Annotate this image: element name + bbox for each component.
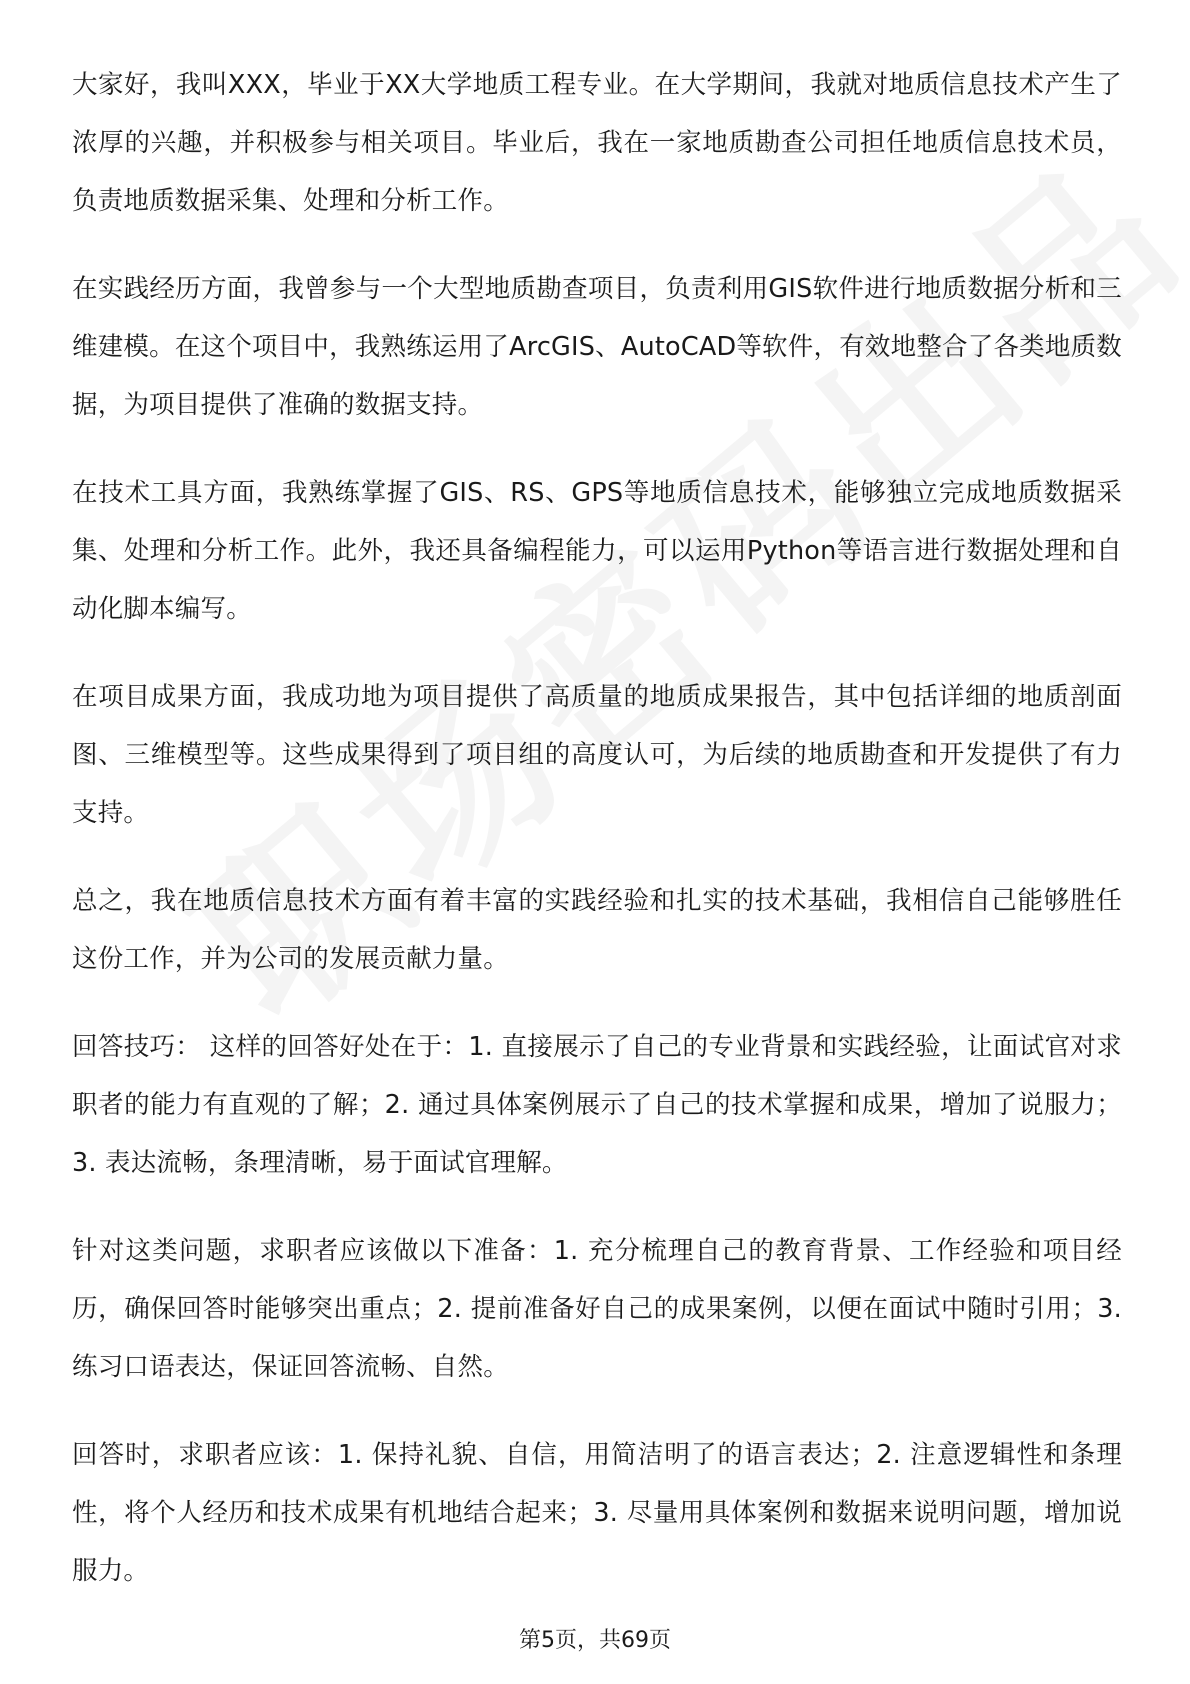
paragraph-preparation: 针对这类问题，求职者应该做以下准备：1. 充分梳理自己的教育背景、工作经验和项目经历，确保回答时能够突出重点；2. 提前准备好自己的成果案例，以便在面试中随时引用；3. 练习口语表达，保证回答流畅、自然。 — [72, 1236, 1122, 1382]
paragraph-technical-tools: 在技术工具方面，我熟练掌握了GIS、RS、GPS等地质信息技术，能够独立完成地质数据采集、处理和分析工作。此外，我还具备编程能力，可以运用Python等语言进行数据处理和自动化脚本编写。 — [72, 478, 1122, 624]
paragraph-answer-tips: 回答技巧： 这样的回答好处在于：1. 直接展示了自己的专业背景和实践经验，让面试官对求职者的能力有直观的了解；2. 通过具体案例展示了自己的技术掌握和成果，增加了说服力；3. 表达流畅，条理清晰，易于面试官理解。 — [72, 1032, 1122, 1178]
page-number-footer: 第5页，共69页 — [519, 1628, 671, 1653]
paragraph-intro: 大家好，我叫XXX，毕业于XX大学地质工程专业。在大学期间，我就对地质信息技术产生了浓厚的兴趣，并积极参与相关项目。毕业后，我在一家地质勘查公司担任地质信息技术员，负责地质数据采集、处理和分析工作。 — [72, 70, 1122, 216]
paragraph-project-results: 在项目成果方面，我成功地为项目提供了高质量的地质成果报告，其中包括详细的地质剖面图、三维模型等。这些成果得到了项目组的高度认可，为后续的地质勘查和开发提供了有力支持。 — [72, 682, 1122, 828]
document-body — [72, 56, 1122, 1630]
paragraph-practice-experience: 在实践经历方面，我曾参与一个大型地质勘查项目，负责利用GIS软件进行地质数据分析和三维建模。在这个项目中，我熟练运用了ArcGIS、AutoCAD等软件，有效地整合了各类地质数据，为项目提供了准确的数据支持。 — [72, 274, 1122, 420]
paragraph-answering-guidance: 回答时，求职者应该：1. 保持礼貌、自信，用简洁明了的语言表达；2. 注意逻辑性和条理性，将个人经历和技术成果有机地结合起来；3. 尽量用具体案例和数据来说明问题，增加说服力。 — [72, 1440, 1122, 1586]
paragraph-summary: 总之，我在地质信息技术方面有着丰富的实践经验和扎实的技术基础，我相信自己能够胜任这份工作，并为公司的发展贡献力量。 — [72, 886, 1122, 974]
